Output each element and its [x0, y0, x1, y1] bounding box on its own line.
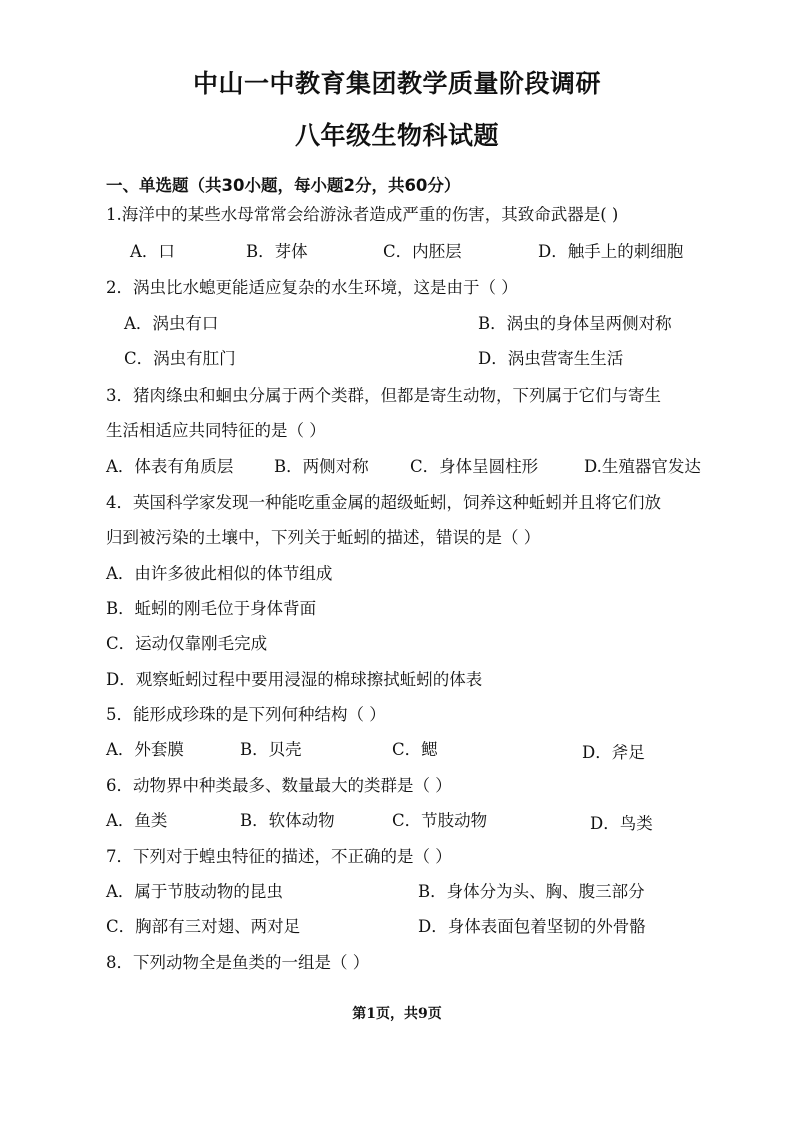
exam-subtitle: 八年级生物科试题 — [294, 121, 499, 150]
section-heading: 一、单选题（共30小题，每小题2分，共60分） — [106, 176, 461, 195]
option-d: D．触手上的刺细胞 — [538, 242, 684, 261]
question-stem: 6．动物界中种类最多、数量最大的类群是（ ） — [106, 776, 452, 795]
question-stem: 1.海洋中的某些水母常常会给游泳者造成严重的伤害，其致命武器是( ) — [106, 205, 619, 224]
option-a: A．鱼类 — [106, 811, 168, 830]
option-a: A．由许多彼此相似的体节组成 — [106, 564, 333, 583]
option-d: D．斧足 — [582, 743, 645, 762]
option-c: C．鳃 — [392, 740, 438, 759]
question-stem: 5．能形成珍珠的是下列何种结构（ ） — [106, 705, 386, 724]
question-stem: 3．猪肉绦虫和蛔虫分属于两个类群，但都是寄生动物，下列属于它们与寄生 — [106, 386, 661, 405]
question-stem: 7．下列对于蝗虫特征的描述，不正确的是（ ） — [106, 847, 452, 866]
question-stem: 8．下列动物全是鱼类的一组是（ ） — [106, 953, 370, 972]
option-b: B．芽体 — [246, 242, 308, 261]
option-d: D．身体表面包着坚韧的外骨骼 — [418, 917, 646, 936]
option-b: B．蚯蚓的刚毛位于身体背面 — [106, 599, 317, 618]
question-stem: 2．涡虫比水螅更能适应复杂的水生环境，这是由于（ ） — [106, 278, 518, 297]
question-stem-continued: 生活相适应共同特征的是（ ） — [106, 421, 326, 440]
option-b: B．涡虫的身体呈两侧对称 — [478, 314, 672, 333]
option-a: A．体表有角质层 — [106, 457, 234, 476]
option-d: D．观察蚯蚓过程中要用浸湿的棉球擦拭蚯蚓的体表 — [106, 670, 483, 689]
option-a: A．属于节肢动物的昆虫 — [106, 882, 283, 901]
option-c: C．身体呈圆柱形 — [410, 457, 539, 476]
page-footer: 第1页，共9页 — [352, 1006, 442, 1022]
option-a: A．外套膜 — [106, 740, 184, 759]
option-b: B．软体动物 — [240, 811, 335, 830]
option-d: D.生殖器官发达 — [584, 457, 701, 476]
option-a: A．涡虫有口 — [124, 314, 219, 333]
option-b: B．贝壳 — [240, 740, 302, 759]
option-c: C．涡虫有肛门 — [124, 349, 236, 368]
question-stem: 4．英国科学家发现一种能吃重金属的超级蚯蚓，饲养这种蚯蚓并且将它们放 — [106, 493, 661, 512]
option-a: A．口 — [130, 242, 175, 261]
question-stem-continued: 归到被污染的土壤中，下列关于蚯蚓的描述，错误的是（ ） — [106, 528, 541, 547]
option-d: D．涡虫营寄生生活 — [478, 349, 624, 368]
option-c: C．胸部有三对翅、两对足 — [106, 917, 301, 936]
option-c: C．内胚层 — [383, 242, 462, 261]
option-d: D．鸟类 — [590, 814, 653, 833]
option-c: C．运动仅靠刚毛完成 — [106, 634, 268, 653]
option-b: B．两侧对称 — [274, 457, 369, 476]
option-c: C．节肢动物 — [392, 811, 488, 830]
option-b: B．身体分为头、胸、腹三部分 — [418, 882, 645, 901]
exam-title: 中山一中教育集团教学质量阶段调研 — [192, 69, 601, 98]
